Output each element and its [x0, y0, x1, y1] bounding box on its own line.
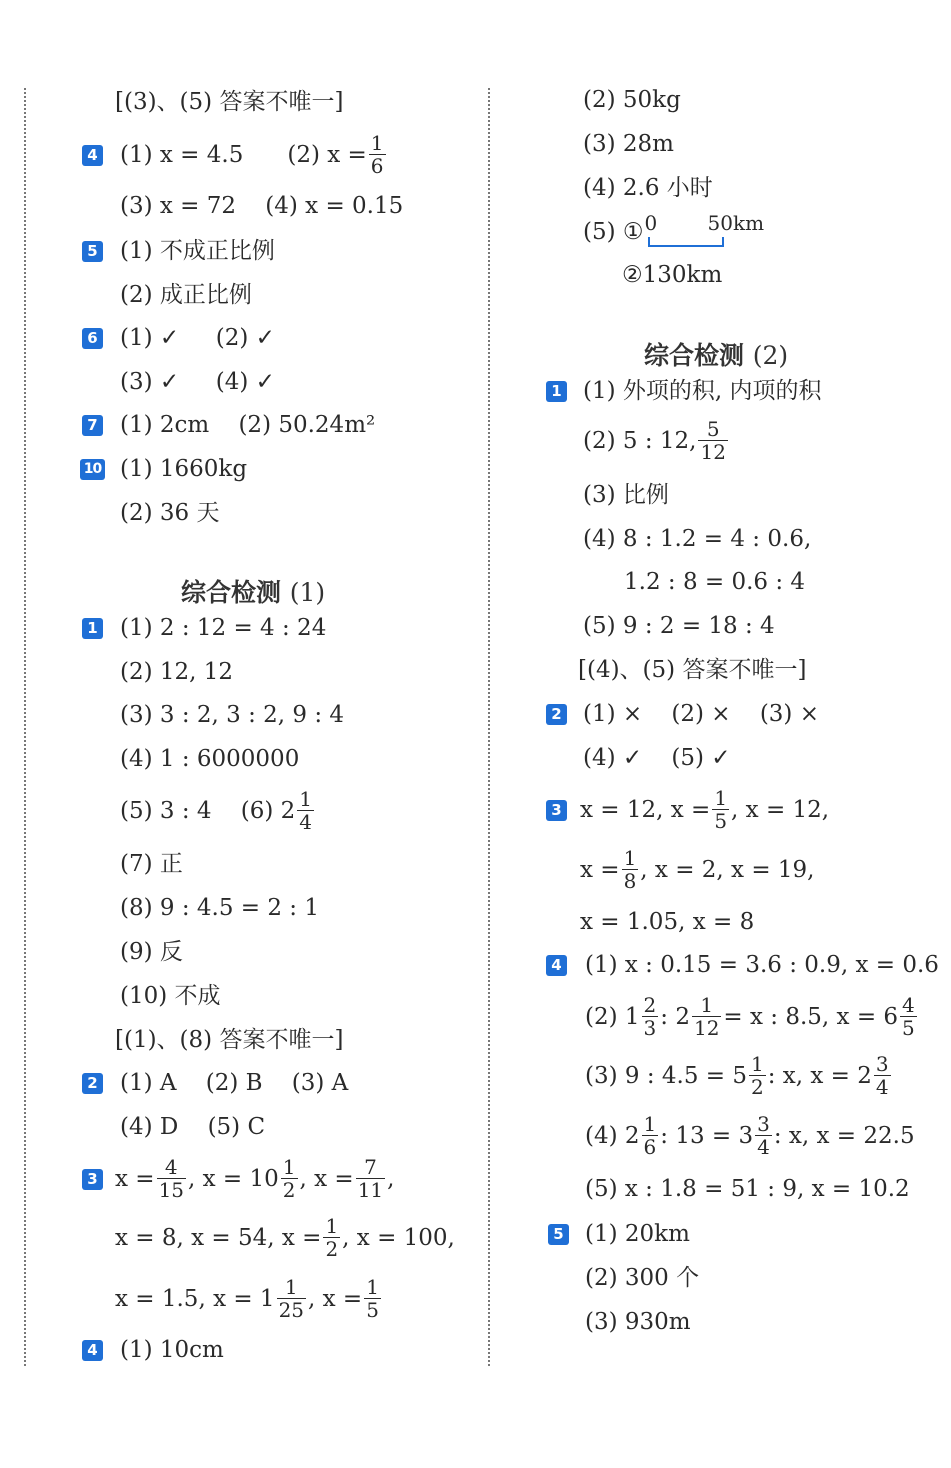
fraction: $\frac{1}{8}$ [623, 846, 637, 893]
answer-line: (2) 50kg [583, 87, 681, 113]
answer-line: x = 1.05, x = 8 [580, 909, 755, 935]
answer-line: (4) 2.6 小时 [583, 175, 713, 201]
answer-line: (4) D (5) C [120, 1114, 266, 1140]
left-margin-divider [24, 88, 26, 1366]
column-divider [488, 88, 490, 1366]
answer-line: (5) ① 0 50km [583, 221, 768, 251]
note-line: [(3)、(5) 答案不唯一] [115, 89, 344, 115]
answer-line: (1) 2 : 12 = 4 : 24 [120, 615, 327, 641]
answer-line: (2) 5 : 12, $\frac{5}{12}$ [583, 417, 726, 464]
fraction: $\frac{5}{12}$ [700, 417, 726, 464]
question-badge: 4 [546, 955, 567, 976]
answer-line: x = 12, x = $\frac{1}{5}$ , x = 12, [580, 786, 830, 833]
answer-line: (4) ✓ (5) ✓ [583, 745, 731, 771]
answer-line: (5) x : 1.8 = 51 : 9, x = 10.2 [585, 1176, 910, 1202]
question-badge: 3 [546, 800, 567, 821]
section-title: 综合检测 (1) [181, 578, 326, 607]
answer-line: (1) A (2) B (3) A [120, 1070, 349, 1096]
fraction: $\frac{4}{15}$ [158, 1155, 185, 1202]
question-badge: 10 [80, 459, 105, 480]
question-badge: 5 [548, 1224, 569, 1245]
answer-line: (1) × (2) × (3) × [583, 701, 819, 727]
fraction: $\frac{1}{25}$ [278, 1275, 305, 1322]
answer-line: (1) 20km [585, 1221, 690, 1247]
fraction: $\frac{7}{11}$ [357, 1155, 384, 1202]
answer-line: (2) 36 天 [120, 500, 220, 526]
question-badge: 4 [82, 145, 103, 166]
fraction: $\frac{1}{2}$ [282, 1155, 296, 1202]
answer-line: (9) 反 [120, 939, 183, 965]
answer-line: (7) 正 [120, 851, 183, 877]
answer-line: (2) 300 个 [585, 1265, 700, 1291]
answer-line: (3) 930m [585, 1309, 691, 1335]
answer-line: x = $\frac{1}{8}$ , x = 2, x = 19, [580, 846, 815, 893]
answer-line: (10) 不成 [120, 983, 221, 1009]
question-badge: 6 [82, 328, 103, 349]
question-badge: 4 [82, 1340, 103, 1361]
answer-line: (1) ✓ (2) ✓ [120, 325, 275, 351]
answer-line: (4) 8 : 1.2 = 4 : 0.6, [583, 526, 812, 552]
answer-text: (1) x = 4.5 [120, 141, 244, 168]
answer-line: (3) 比例 [583, 482, 669, 508]
fraction: $\frac{1}{2}$ [325, 1214, 339, 1261]
question-badge: 2 [546, 704, 567, 725]
answer-line: ②130km [622, 262, 723, 288]
section-title: 综合检测 (2) [644, 341, 789, 370]
scale-distance-label: 50km [707, 211, 765, 235]
question-badge: 3 [82, 1169, 103, 1190]
answer-line: (2) 1 $\frac{2}{3}$ : 2 $\frac{1}{12}$ = x : 8.5, x = 6 $\frac{4}{5}$ [585, 993, 915, 1040]
answer-text: (2) x = [287, 141, 367, 168]
answer-line: x = 8, x = 54, x = $\frac{1}{2}$ , x = 100, [115, 1214, 455, 1261]
fraction: $\frac{2}{3}$ [643, 993, 657, 1040]
scale-line [648, 237, 724, 247]
question-badge: 2 [82, 1073, 103, 1094]
answer-line: (3) 3 : 2, 3 : 2, 9 : 4 [120, 702, 345, 728]
fraction: $\frac{1}{12}$ [693, 993, 720, 1040]
answer-line: 1.2 : 8 = 0.6 : 4 [624, 569, 806, 595]
fraction: $\frac{1}{5}$ [366, 1275, 379, 1322]
answer-line: (2) 12, 12 [120, 659, 234, 685]
answer-line: (1) 不成正比例 [120, 238, 275, 264]
answer-line: (2) 成正比例 [120, 282, 252, 308]
question-badge: 7 [82, 415, 103, 436]
answer-line: (1) 1660kg [120, 456, 248, 482]
answer-line: (4) 1 : 6000000 [120, 746, 300, 772]
fraction: $\frac{1}{2}$ [751, 1052, 764, 1099]
answer-line: x = $\frac{4}{15}$ , x = 10 $\frac{1}{2}$ , x = $\frac{7}{11}$ , [115, 1155, 395, 1202]
answer-line: (3) 9 : 4.5 = 5 $\frac{1}{2}$ : x, x = 2 $\frac{3}{4}$ [585, 1052, 889, 1099]
answer-line: (1) 外项的积, 内项的积 [583, 378, 822, 404]
fraction: $\frac{1}{6}$ [370, 131, 384, 178]
answer-line: (1) 10cm [120, 1337, 224, 1363]
fraction: $\frac{4}{5}$ [902, 993, 915, 1040]
question-badge: 1 [82, 618, 103, 639]
answer-line: (3) ✓ (4) ✓ [120, 369, 275, 395]
answer-line: (1) 2cm (2) 50.24m² [120, 412, 376, 438]
note-line: [(4)、(5) 答案不唯一] [578, 657, 807, 683]
question-badge: 1 [546, 381, 567, 402]
fraction: $\frac{3}{4}$ [875, 1052, 889, 1099]
answer-line: (1) x : 0.15 = 3.6 : 0.9, x = 0.6 [585, 952, 939, 978]
question-badge: 5 [82, 241, 103, 262]
answer-line [120, 128, 388, 182]
fraction: $\frac{1}{4}$ [299, 787, 313, 834]
fraction: $\frac{3}{4}$ [757, 1112, 770, 1159]
answer-line: x = 1.5, x = 1 $\frac{1}{25}$ , x = $\frac{1}{5}$ [115, 1275, 379, 1322]
answer-line: (3) 28m [583, 131, 674, 157]
fraction: $\frac{1}{5}$ [714, 786, 728, 833]
fraction: $\frac{1}{6}$ [643, 1112, 657, 1159]
answer-line: (3) x = 72 (4) x = 0.15 [120, 193, 404, 219]
answer-line: (5) 9 : 2 = 18 : 4 [583, 613, 775, 639]
note-line: [(1)、(8) 答案不唯一] [115, 1027, 344, 1053]
answer-line: (8) 9 : 4.5 = 2 : 1 [120, 895, 320, 921]
scale-zero-label: 0 [644, 211, 658, 235]
answer-line: (5) 3 : 4 (6) 2 $\frac{1}{4}$ [120, 787, 313, 834]
answer-line: (4) 2 $\frac{1}{6}$ : 13 = 3 $\frac{3}{4}$ : x, x = 22.5 [585, 1112, 915, 1159]
